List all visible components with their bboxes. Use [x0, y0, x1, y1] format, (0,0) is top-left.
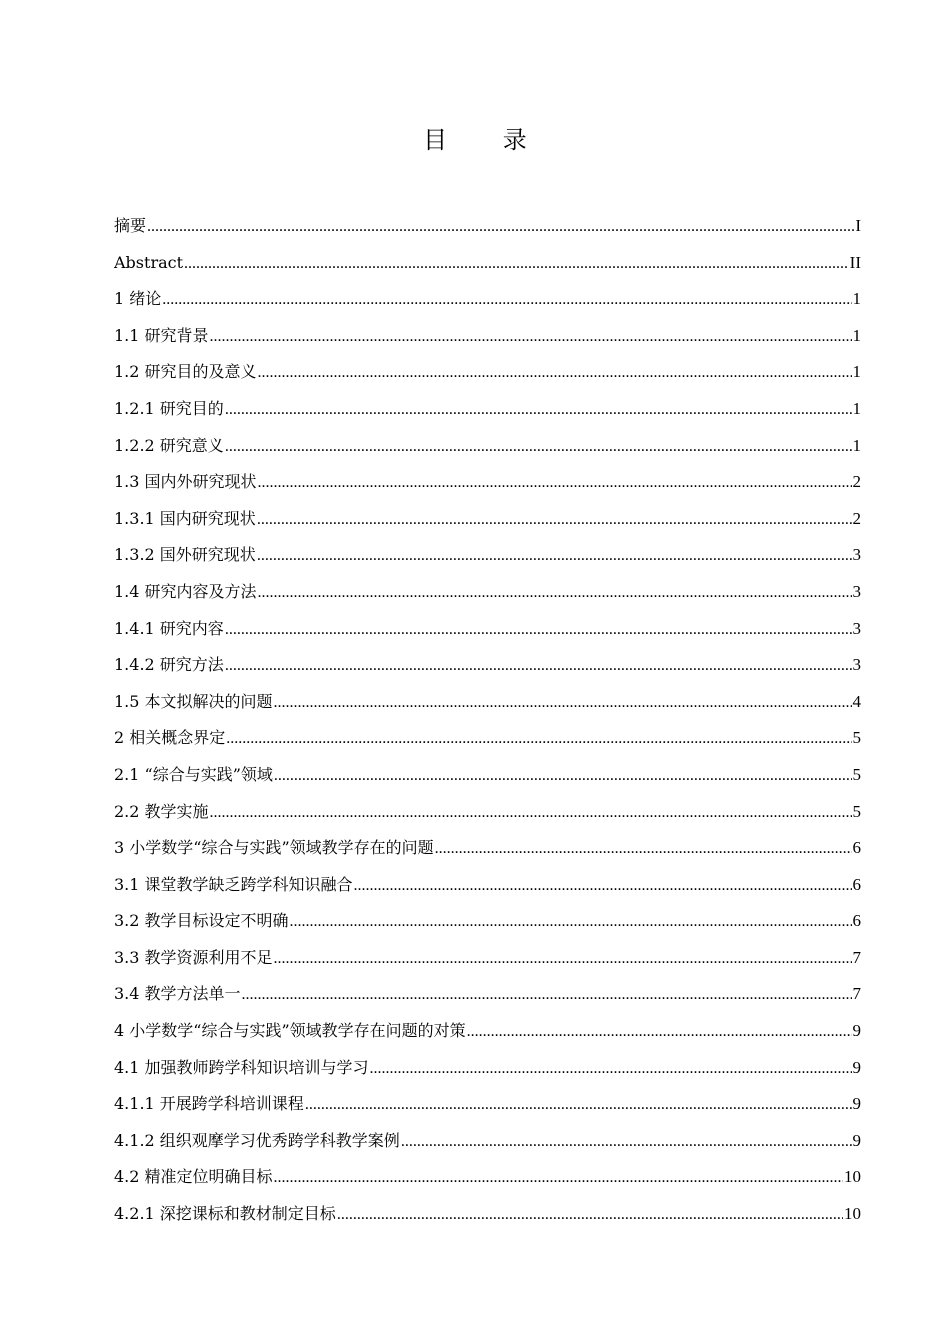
dot-leader: [274, 941, 852, 977]
dot-leader: [290, 904, 852, 940]
toc-entry-label: 4.1.1 开展跨学科培训课程: [114, 1094, 304, 1114]
toc-entry-page: I: [855, 216, 861, 235]
toc-entry-label: 1.4.1 研究内容: [114, 618, 224, 638]
toc-entry[interactable]: [114, 574, 861, 611]
toc-entry-page: 6: [852, 911, 861, 931]
toc-entry-label: 3.2 教学目标设定不明确: [114, 911, 289, 931]
toc-entry-label: 3 小学数学“综合与实践”领域教学存在的问题: [114, 838, 434, 858]
dot-leader: [225, 392, 852, 428]
dot-leader: [274, 758, 852, 794]
toc-entry[interactable]: [114, 647, 861, 684]
dot-leader: [337, 1197, 843, 1233]
toc-entry-page: 9: [852, 1021, 861, 1041]
dot-leader: [257, 538, 852, 574]
dot-leader: [370, 1051, 852, 1087]
dot-leader: [274, 685, 852, 721]
dot-leader: [258, 575, 852, 611]
toc-entry[interactable]: [114, 1050, 861, 1087]
dot-leader: [354, 868, 852, 904]
toc-entry-label: 摘要: [114, 216, 147, 235]
toc-entry[interactable]: [114, 391, 861, 428]
toc-entry-label: 3.4 教学方法单一: [114, 984, 241, 1004]
toc-entry-label: 1 绪论: [114, 289, 162, 309]
dot-leader: [162, 282, 851, 318]
toc-entry[interactable]: [114, 867, 861, 904]
toc-entry-page: 3: [852, 618, 861, 638]
toc-entry-page: 10: [844, 1167, 861, 1187]
toc-entry-page: 10: [844, 1204, 861, 1224]
toc-entry-page: 3: [852, 581, 861, 601]
dot-leader: [258, 355, 852, 391]
toc-entry[interactable]: [114, 464, 861, 501]
toc-entry-label: 1.3.1 国内研究现状: [114, 508, 256, 528]
dot-leader: [225, 648, 852, 684]
toc-entry-page: 3: [852, 545, 861, 565]
toc-entry[interactable]: [114, 940, 861, 977]
toc-entry[interactable]: [114, 428, 861, 465]
toc-entry[interactable]: [114, 1123, 861, 1160]
toc-entry[interactable]: [114, 757, 861, 794]
toc-entry-label: 1.2 研究目的及意义: [114, 362, 257, 382]
toc-entry-page: 5: [852, 764, 861, 784]
toc-entry-page: 4: [852, 691, 861, 711]
toc-entry-page: 7: [852, 947, 861, 967]
toc-entry-label: 1.1 研究背景: [114, 325, 209, 345]
dot-leader: [258, 465, 852, 501]
toc-entry-page: 1: [852, 325, 861, 345]
toc-entry-label: 2.2 教学实施: [114, 801, 209, 821]
toc-entry-page: 6: [852, 874, 861, 894]
toc-entry[interactable]: [114, 537, 861, 574]
toc-entry[interactable]: [114, 245, 861, 282]
toc-entry-page: 9: [852, 1094, 861, 1114]
toc-entry[interactable]: [114, 684, 861, 721]
dot-leader: [225, 612, 852, 648]
toc-entry-label: 4.1 加强教师跨学科知识培训与学习: [114, 1057, 369, 1077]
toc-entry-label: Abstract: [114, 252, 184, 272]
toc-entry-label: 1.4 研究内容及方法: [114, 581, 257, 601]
toc-entry[interactable]: [114, 501, 861, 538]
toc-entry-label: 2.1 “综合与实践”领域: [114, 764, 273, 784]
toc-entry-page: 9: [852, 1057, 861, 1077]
dot-leader: [467, 1014, 852, 1050]
toc-entry-label: 4 小学数学“综合与实践”领域教学存在问题的对策: [114, 1021, 466, 1041]
toc-entry-label: 2 相关概念界定: [114, 728, 226, 748]
dot-leader: [184, 246, 849, 282]
toc-entry-label: 1.4.2 研究方法: [114, 655, 224, 675]
toc-entry-page: 1: [852, 435, 861, 455]
dot-leader: [274, 1160, 843, 1196]
toc-entry-page: 5: [852, 801, 861, 821]
toc-entry[interactable]: [114, 1086, 861, 1123]
toc-entry[interactable]: [114, 976, 861, 1013]
dot-leader: [435, 831, 852, 867]
toc-entry[interactable]: [114, 720, 861, 757]
toc-entry[interactable]: [114, 1196, 861, 1233]
toc-entry-page: 1: [852, 362, 861, 382]
toc-entry-label: 1.3 国内外研究现状: [114, 472, 257, 492]
toc-entry-page: 7: [852, 984, 861, 1004]
dot-leader: [257, 502, 852, 538]
dot-leader: [305, 1087, 852, 1123]
toc-entry-page: 1: [852, 289, 861, 309]
toc-entry-page: 5: [852, 728, 861, 748]
toc-entry-label: 3.1 课堂教学缺乏跨学科知识融合: [114, 874, 353, 894]
toc-entry-label: 3.3 教学资源利用不足: [114, 947, 273, 967]
toc-entry-label: 1.3.2 国外研究现状: [114, 545, 256, 565]
toc-entry-page: 6: [852, 838, 861, 858]
toc-entry-page: 1: [852, 398, 861, 418]
dot-leader: [242, 977, 852, 1013]
toc-entry[interactable]: [114, 611, 861, 648]
toc-entry-label: 1.5 本文拟解决的问题: [114, 691, 273, 711]
toc-title: 目 录: [423, 126, 551, 154]
toc-entry-label: 1.2.1 研究目的: [114, 398, 224, 418]
dot-leader: [147, 209, 854, 245]
table-of-contents: [114, 208, 861, 1233]
dot-leader: [401, 1124, 852, 1160]
toc-entry-label: 4.2.1 深挖课标和教材制定目标: [114, 1204, 336, 1224]
toc-entry[interactable]: [114, 903, 861, 940]
toc-entry[interactable]: [114, 208, 861, 245]
toc-entry-page: 2: [852, 472, 861, 492]
toc-entry[interactable]: [114, 1013, 861, 1050]
dot-leader: [210, 795, 852, 831]
toc-entry-page: 9: [852, 1130, 861, 1150]
dot-leader: [226, 721, 851, 757]
toc-entry-label: 4.1.2 组织观摩学习优秀跨学科教学案例: [114, 1130, 400, 1150]
toc-entry[interactable]: [114, 354, 861, 391]
toc-entry[interactable]: [114, 281, 861, 318]
toc-entry-label: 4.2 精准定位明确目标: [114, 1167, 273, 1187]
toc-entry[interactable]: [114, 830, 861, 867]
toc-entry-label: 1.2.2 研究意义: [114, 435, 224, 455]
toc-entry-page: 2: [852, 508, 861, 528]
toc-entry[interactable]: [114, 794, 861, 831]
dot-leader: [210, 319, 852, 355]
toc-entry[interactable]: [114, 1159, 861, 1196]
toc-entry[interactable]: [114, 318, 861, 355]
toc-entry-page: II: [849, 252, 861, 272]
dot-leader: [225, 429, 852, 465]
toc-entry-page: 3: [852, 655, 861, 675]
